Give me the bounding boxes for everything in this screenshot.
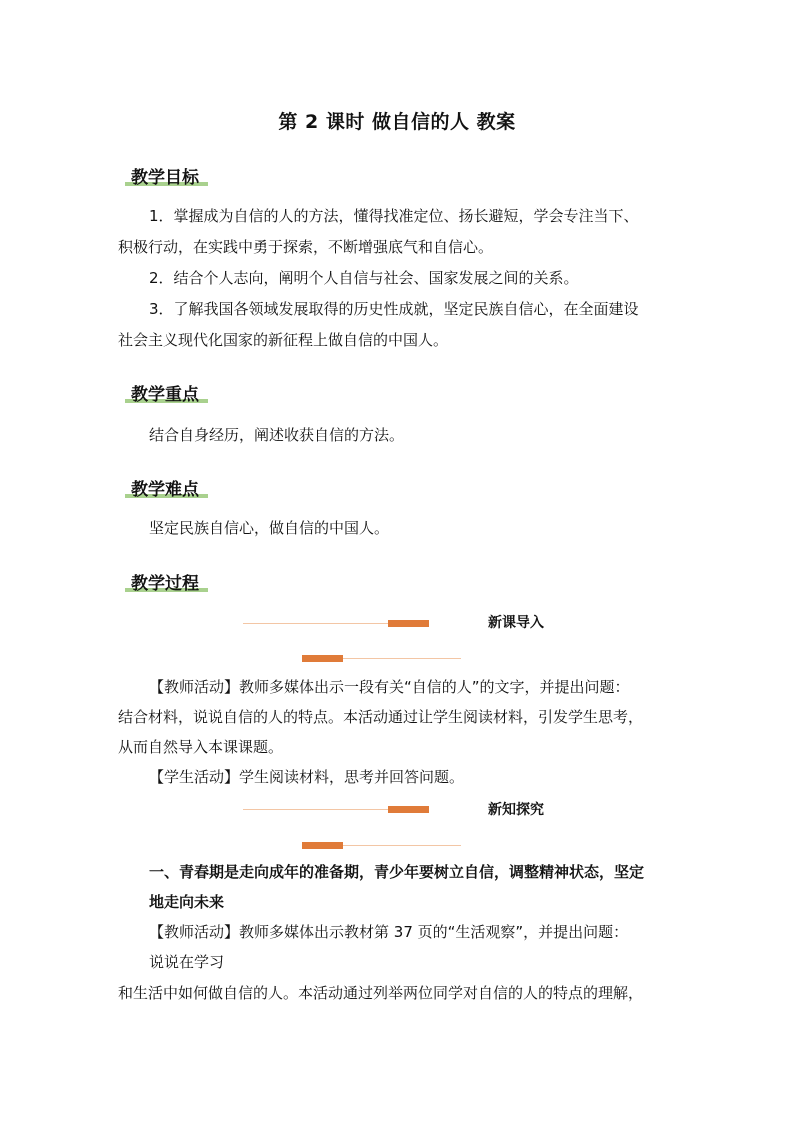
divider-line	[243, 809, 388, 810]
objective-line: 1．掌握成为自信的人的方法，懂得找准定位、扬长避短，学会专注当下、	[149, 207, 639, 225]
teacher-activity: 和生活中如何做自信的人。本活动通过列举两位同学对自信的人的特点的理解，	[118, 984, 644, 1002]
difficulties-text: 坚定民族自信心，做自信的中国人。	[149, 519, 390, 537]
subsection-label: 新课导入	[488, 615, 544, 631]
objective-line: 社会主义现代化国家的新征程上做自信的中国人。	[118, 331, 449, 349]
page-title: 第 2 课时 做自信的人 教案	[278, 111, 516, 133]
teacher-activity: 说说在学习	[149, 953, 225, 971]
subsection-label: 新知探究	[488, 802, 544, 818]
teacher-activity: 结合材料，说说自信的人的特点。本活动通过让学生阅读材料，引发学生思考，	[118, 708, 644, 726]
divider-line	[343, 658, 461, 659]
heading-objectives: 教学目标	[131, 168, 199, 188]
heading-difficulties: 教学难点	[131, 480, 199, 500]
divider-accent	[388, 620, 429, 627]
section-point: 地走向未来	[149, 893, 225, 911]
section-point: 一、青春期是走向成年的准备期，青少年要树立自信，调整精神状态，坚定	[149, 863, 645, 881]
objective-line: 3．了解我国各领域发展取得的历史性成就，坚定民族自信心，在全面建设	[149, 300, 639, 318]
teacher-activity: 【教师活动】教师多媒体出示教材第 37 页的“生活观察”，并提出问题：	[149, 923, 629, 941]
objective-line: 积极行动，在实践中勇于探索，不断增强底气和自信心。	[118, 238, 494, 256]
divider-accent	[388, 806, 429, 813]
divider-accent	[302, 842, 343, 849]
heading-key-points: 教学重点	[131, 385, 199, 405]
teacher-activity: 【教师活动】教师多媒体出示一段有关“自信的人”的文字，并提出问题：	[149, 678, 630, 696]
divider-line	[243, 623, 388, 624]
divider-line	[343, 845, 461, 846]
student-activity: 【学生活动】学生阅读材料，思考并回答问题。	[149, 768, 465, 786]
key-points-text: 结合自身经历，阐述收获自信的方法。	[149, 426, 405, 444]
divider-accent	[302, 655, 343, 662]
teacher-activity: 从而自然导入本课课题。	[118, 738, 284, 756]
objective-line: 2．结合个人志向，阐明个人自信与社会、国家发展之间的关系。	[149, 269, 579, 287]
heading-process: 教学过程	[131, 574, 199, 594]
